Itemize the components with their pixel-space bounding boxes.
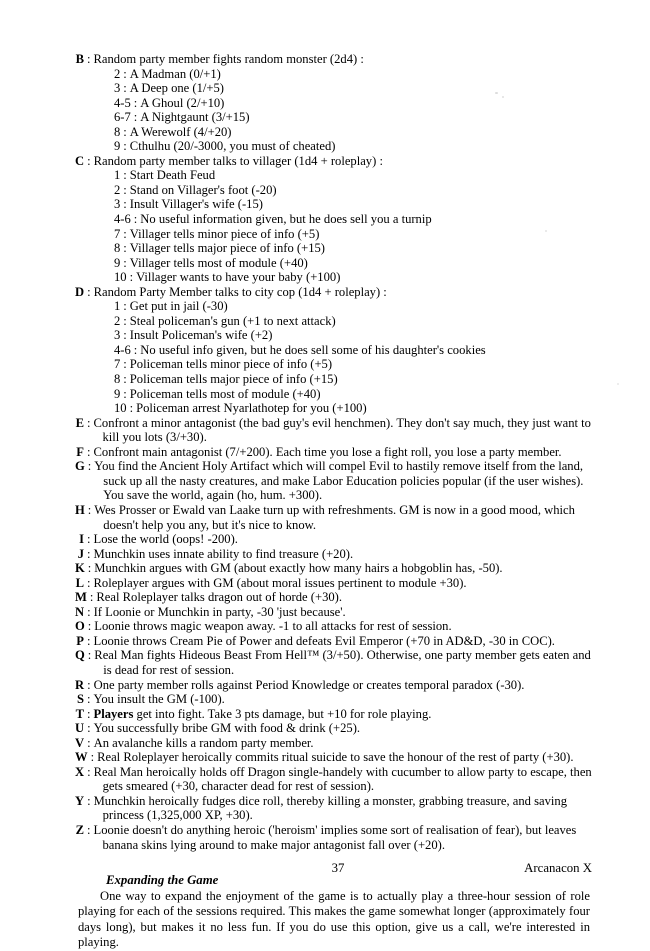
entry-text-body: You find the Ancient Holy Artifact which will compel Evil to hastily remove itself from the land, suck up all the nasty creatures, and make Labor Education policies popular (if the user wishes). You save the world, again (ho, hum. +300).	[94, 459, 584, 503]
entry-separator: :	[90, 750, 95, 765]
subroll-key: 8	[114, 241, 121, 256]
entry-letter: T	[75, 706, 84, 721]
outcome-entry-line	[75, 52, 592, 67]
subroll-key: 4-5	[114, 95, 131, 110]
subroll-separator: :	[129, 270, 134, 285]
entry-separator: :	[87, 532, 91, 547]
subroll-item	[84, 328, 592, 343]
subroll-item	[84, 314, 592, 329]
entry-text-body: Real Roleplayer heroically commits ritual suicide to save the honour of the rest of party (+30).	[97, 750, 574, 765]
subroll-item	[84, 168, 592, 183]
subroll-text: Get put in jail (-30)	[129, 299, 228, 314]
outcome-entry-line	[75, 153, 592, 169]
entry-text-body: Real Man heroically holds off Dragon single-handely with cucumber to allow party to escape, then gets smeared (+30, character dead for rest of session).	[93, 764, 592, 794]
outcome-entry-line	[75, 793, 592, 823]
entry-text-body: Real Roleplayer talks dragon out of horde (+30).	[96, 590, 343, 605]
entry-text	[94, 823, 593, 852]
subroll-item	[84, 256, 592, 271]
outcome-entry	[75, 648, 592, 677]
page-number: 37	[331, 861, 345, 875]
outcome-entry	[76, 444, 592, 460]
outcome-entry	[75, 793, 592, 823]
entry-separator: :	[87, 502, 92, 517]
subroll-text: A Madman (0/+1)	[129, 66, 221, 81]
subroll-item	[84, 401, 592, 416]
entry-letter: E	[75, 415, 84, 430]
entry-text	[94, 648, 592, 677]
subroll-item	[84, 110, 592, 125]
subroll-text: Villager tells most of module (+40)	[129, 255, 308, 270]
subroll-item	[84, 139, 592, 154]
entry-text	[94, 576, 593, 591]
entry-text-body: Random party member fights random monster (2d4) :	[93, 52, 364, 66]
section-heading: Expanding the Game	[106, 873, 219, 888]
outcome-entry-line	[75, 590, 592, 605]
outcome-entry	[75, 502, 592, 532]
subroll-item	[84, 241, 592, 256]
subroll-item	[84, 96, 592, 111]
entry-separator: :	[87, 677, 91, 692]
entry-letter: K	[75, 561, 85, 576]
entry-text	[94, 736, 592, 751]
subroll-item	[84, 299, 592, 314]
outcome-entry-line	[75, 561, 592, 576]
entry-text	[94, 154, 592, 169]
subroll-text: Start Death Feud	[129, 168, 216, 183]
entry-text-body: Roleplayer argues with GM (about moral issues pertinent to module +30).	[93, 575, 467, 590]
subroll-item	[84, 227, 592, 242]
entry-text	[94, 605, 592, 620]
subroll-text: No useful information given, but he does sell you a turnip	[140, 212, 432, 227]
outcome-entry	[75, 764, 592, 794]
entry-text	[94, 445, 593, 460]
outcome-entry	[75, 153, 592, 285]
subroll-separator: :	[123, 197, 127, 212]
subroll-separator: :	[123, 81, 127, 96]
subroll-separator: :	[133, 212, 138, 227]
entry-bold-lead: Players	[93, 706, 134, 721]
subroll-separator: :	[123, 372, 127, 387]
entry-letter: S	[76, 692, 84, 707]
subroll-key: 9	[114, 139, 121, 154]
subroll-key: 8	[114, 124, 121, 139]
subroll-text: Insult Villager's wife (-15)	[129, 197, 263, 212]
outcome-entry-line	[75, 575, 592, 591]
outcome-entry-line	[75, 706, 592, 722]
subroll-separator: :	[123, 299, 127, 314]
subroll-separator: :	[123, 255, 127, 270]
subroll-separator: :	[123, 226, 127, 241]
entry-letter: B	[75, 52, 84, 66]
subroll-separator: :	[123, 386, 127, 401]
outcome-entry	[75, 721, 592, 736]
entry-text-body: Munchkin heroically fudges dice roll, thereby killing a monster, grabbing treasure, and saving princess (1,325,000 XP, +30).	[93, 793, 567, 823]
outcome-entry-line	[75, 750, 592, 765]
entry-letter: V	[75, 735, 85, 750]
outcome-entry-line	[75, 502, 592, 532]
subroll-key: 6-7	[114, 110, 131, 125]
entry-text	[94, 416, 593, 445]
subroll-separator: :	[123, 66, 127, 81]
entry-letter: Q	[75, 648, 85, 663]
outcome-entry	[76, 633, 592, 649]
subroll-list	[84, 67, 592, 154]
entry-separator: :	[87, 721, 91, 736]
subroll-text: A Nightgaunt (3/+15)	[140, 110, 250, 125]
entry-text	[94, 619, 592, 634]
entry-separator: :	[89, 590, 94, 605]
outcome-entry-list	[75, 52, 592, 852]
subroll-text: Steal policeman's gun (+1 to next attack)	[129, 313, 336, 328]
entry-letter: X	[75, 764, 85, 779]
entry-letter: F	[76, 444, 84, 459]
subroll-separator: :	[123, 357, 127, 372]
subroll-item	[84, 67, 592, 82]
entry-letter: H	[75, 502, 85, 517]
entry-separator: :	[87, 153, 91, 168]
subroll-separator: :	[129, 401, 134, 416]
outcome-entry-line	[79, 532, 592, 547]
outcome-entry	[75, 604, 592, 620]
entry-text-body: An avalanche kills a random party member.	[93, 735, 314, 750]
entry-text-body: Loonie throws magic weapon away. -1 to all attacks for rest of session.	[94, 619, 452, 634]
entry-letter: N	[75, 604, 85, 619]
subroll-list	[84, 299, 592, 415]
outcome-entry-line	[75, 677, 592, 693]
entry-text	[94, 285, 592, 300]
subroll-item	[84, 343, 592, 358]
subroll-separator: :	[123, 241, 127, 256]
entry-text	[94, 765, 592, 794]
entry-text-body: Lose the world (oops! -200).	[93, 532, 238, 547]
subroll-item	[84, 125, 592, 140]
section-paragraph: One way to expand the enjoyment of the game is to actually play a three-hour session of role playing for each of the sessions required. This makes the game somewhat longer (approximately four days long), but makes it no less fun. If you do use this option, give us a call, we're interested in playing.	[78, 889, 590, 950]
subroll-text: Insult Policeman's wife (+2)	[129, 328, 273, 343]
entry-text	[94, 634, 593, 649]
footer-publication-label: Arcanacon X	[524, 861, 592, 875]
entry-separator: :	[87, 561, 92, 576]
entry-letter: L	[75, 575, 84, 590]
entry-separator: :	[87, 546, 91, 561]
subroll-key: 2	[114, 182, 121, 197]
entry-separator: :	[87, 52, 91, 66]
subroll-key: 2	[114, 66, 121, 81]
entry-text-body: You successfully bribe GM with food & drink (+25).	[93, 721, 361, 736]
entry-text-body: Confront a minor antagonist (the bad guy's evil henchmen). They don't say much, they just want to kill you lots (3/+30).	[93, 415, 591, 445]
entry-text-body: One party member rolls against Period Knowledge or creates temporal paradox (-30).	[93, 677, 525, 692]
outcome-entry-line	[75, 764, 592, 794]
entry-letter: W	[75, 750, 88, 765]
subroll-separator: :	[123, 124, 127, 139]
subroll-key: 2	[114, 313, 121, 328]
entry-text	[97, 750, 592, 765]
outcome-entry	[75, 52, 592, 154]
subroll-item	[84, 212, 592, 227]
subroll-text: Villager wants to have your baby (+100)	[136, 270, 341, 285]
outcome-entry-line	[75, 822, 592, 852]
entry-separator: :	[87, 793, 91, 808]
subroll-item	[84, 372, 592, 387]
entry-text-body: Loonie doesn't do anything heroic ('heroism' implies some sort of realisation of fear), but leaves banana skins lying around to make major antagonist fall over (+20).	[93, 822, 577, 852]
entry-separator: :	[87, 459, 92, 474]
subroll-separator: :	[123, 139, 127, 154]
subroll-text: A Ghoul (2/+10)	[140, 95, 225, 110]
subroll-item	[84, 270, 592, 285]
subroll-key: 9	[114, 386, 121, 401]
outcome-entry-line	[75, 284, 592, 300]
outcome-entry-line	[76, 633, 592, 649]
subroll-separator: :	[123, 328, 127, 343]
entry-separator: :	[87, 575, 91, 590]
entry-separator: :	[87, 633, 91, 648]
entry-separator: :	[87, 706, 91, 721]
subroll-text: Stand on Villager's foot (-20)	[129, 182, 277, 197]
entry-text-rest: get into fight. Take 3 pts damage, but +10 for role playing.	[133, 706, 432, 721]
entry-letter: C	[75, 153, 85, 168]
entry-text	[94, 52, 593, 67]
subroll-text: Villager tells minor piece of info (+5)	[129, 226, 320, 241]
entry-letter: P	[76, 633, 84, 648]
outcome-entry	[75, 590, 592, 605]
outcome-entry	[75, 459, 592, 503]
entry-text	[94, 561, 592, 576]
entry-text-body: Random Party Member talks to city cop (1d4 + roleplay) :	[93, 284, 387, 299]
entry-letter: R	[75, 677, 85, 692]
subroll-key: 7	[114, 226, 121, 241]
subroll-text: Villager tells major piece of info (+15)	[129, 241, 325, 256]
subroll-key: 10	[114, 270, 127, 285]
subroll-text: Policeman arrest Nyarlathotep for you (+100)	[136, 401, 367, 416]
subroll-key: 1	[114, 168, 121, 183]
subroll-item	[84, 81, 592, 96]
subroll-separator: :	[133, 110, 138, 125]
subroll-key: 8	[114, 372, 121, 387]
entry-text-body: Real Man fights Hideous Beast From Hell™ (3/+50). Otherwise, one party member gets eaten and is dead for rest of session.	[94, 648, 591, 677]
entry-text	[94, 503, 592, 532]
outcome-entry	[75, 706, 592, 722]
outcome-entry-line	[75, 648, 592, 677]
entry-letter: D	[75, 284, 85, 299]
entry-separator: :	[87, 764, 91, 779]
subroll-key: 3	[114, 197, 121, 212]
outcome-entry	[75, 619, 592, 634]
outcome-entry	[75, 735, 592, 751]
subroll-list	[84, 168, 592, 284]
subroll-key: 9	[114, 255, 121, 270]
entry-letter: M	[75, 590, 87, 605]
entry-separator: :	[87, 284, 91, 299]
entry-text-body: You insult the GM (-100).	[93, 692, 225, 707]
subroll-key: 10	[114, 401, 127, 416]
subroll-item	[84, 387, 592, 402]
entry-separator: :	[87, 648, 92, 663]
outcome-entry	[77, 546, 592, 562]
outcome-entry-line	[75, 459, 592, 503]
subroll-text: No useful info given, but he does sell some of his daughter's cookies	[140, 342, 486, 357]
outcome-entry-line	[75, 619, 592, 634]
subroll-key: 4-6	[114, 212, 131, 227]
entry-text-body: Wes Prosser or Ewald van Laake turn up with refreshments. GM is now in a good mood, which doesn't help you any, but it's nice to know.	[94, 502, 575, 532]
entry-letter: G	[75, 459, 85, 474]
subroll-text: Policeman tells most of module (+40)	[129, 386, 321, 401]
subroll-item	[84, 183, 592, 198]
outcome-entry-line	[75, 735, 592, 751]
subroll-text: A Werewolf (4/+20)	[129, 124, 232, 139]
outcome-entry-line	[76, 692, 592, 707]
entry-separator: :	[87, 444, 91, 459]
scan-speck	[617, 383, 619, 385]
entry-separator: :	[87, 619, 92, 634]
entry-text	[96, 590, 592, 605]
entry-text	[94, 459, 592, 503]
subroll-key: 7	[114, 357, 121, 372]
outcome-entry	[75, 284, 592, 416]
entry-text	[94, 794, 592, 823]
subroll-text: Policeman tells minor piece of info (+5)	[129, 357, 333, 372]
outcome-entry	[75, 750, 592, 765]
entry-separator: :	[87, 604, 91, 619]
subroll-key: 3	[114, 81, 121, 96]
entry-text	[94, 547, 593, 562]
subroll-text: Cthulhu (20/-3000, you must of cheated)	[129, 139, 336, 154]
subroll-text: A Deep one (1/+5)	[129, 81, 224, 96]
entry-letter: Z	[75, 822, 84, 837]
subroll-item	[84, 357, 592, 372]
subroll-text: Policeman tells major piece of info (+15)	[129, 372, 338, 387]
entry-text	[94, 532, 593, 547]
page-footer	[84, 860, 592, 878]
subroll-separator: :	[123, 313, 127, 328]
subroll-key: 1	[114, 299, 121, 314]
entry-text	[94, 692, 593, 707]
outcome-entry	[75, 575, 592, 591]
outcome-entry-line	[77, 546, 592, 562]
entry-letter: I	[79, 532, 84, 547]
outcome-entry-line	[76, 444, 592, 460]
subroll-separator: :	[133, 342, 138, 357]
expanding-the-game-section	[78, 873, 592, 951]
entry-letter: J	[77, 546, 84, 561]
entry-text-body: Confront main antagonist (7/+200). Each time you lose a fight roll, you lose a party member.	[93, 444, 562, 459]
outcome-entry	[75, 677, 592, 693]
subroll-key: 3	[114, 328, 121, 343]
entry-separator: :	[87, 822, 91, 837]
entry-text-body: If Loonie or Munchkin in party, -30 'just because'.	[93, 604, 346, 619]
subroll-separator: :	[123, 168, 127, 183]
entry-text	[94, 707, 593, 722]
entry-text	[94, 721, 592, 736]
entry-letter: O	[75, 619, 85, 634]
outcome-entry	[75, 561, 592, 576]
outcome-entry-line	[75, 415, 592, 445]
entry-letter: Y	[75, 793, 85, 808]
entry-text	[94, 678, 592, 693]
entry-text-body: Loonie throws Cream Pie of Power and defeats Evil Emperor (+70 in AD&D, -30 in COC).	[93, 633, 555, 648]
subroll-item	[84, 197, 592, 212]
entry-separator: :	[87, 415, 91, 430]
entry-text-body: Munchkin argues with GM (about exactly how many hairs a hobgoblin has, -50).	[94, 561, 503, 576]
entry-letter: U	[75, 721, 85, 736]
subroll-key: 4-6	[114, 342, 131, 357]
outcome-entry-line	[75, 721, 592, 736]
outcome-entry	[79, 532, 592, 547]
subroll-separator: :	[123, 182, 127, 197]
entry-text-body: Munchkin uses innate ability to find treasure (+20).	[93, 546, 354, 561]
entry-text-body: Random party member talks to villager (1d4 + roleplay) :	[93, 153, 383, 168]
outcome-entry	[75, 822, 592, 852]
entry-separator: :	[87, 735, 91, 750]
outcome-entry-line	[75, 604, 592, 620]
outcome-entry	[75, 415, 592, 445]
entry-separator: :	[87, 692, 91, 707]
subroll-separator: :	[133, 95, 138, 110]
outcome-entry	[76, 692, 592, 707]
